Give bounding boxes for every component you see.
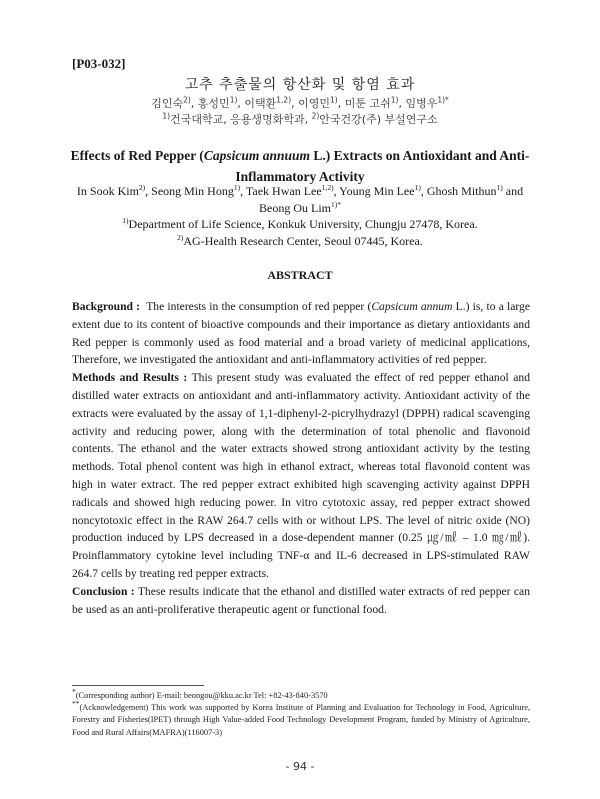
korean-author: 임병우$^{1)*}$: [405, 95, 449, 110]
korean-author: 미툰 고쉬$^{1)}$: [344, 95, 399, 110]
korean-title: 고추 추출물의 항산화 및 항염 효과: [184, 77, 416, 93]
methods-label: Methods and Results :: [72, 371, 188, 385]
korean-author: 홍성민$^{1)}$: [197, 95, 238, 110]
background-label: Background :: [72, 300, 141, 313]
korean-affiliations: $^{1)}$건국대학교, 응용생명화학과, $^{2)}$안국건강(주) 부설연구소: [162, 111, 438, 126]
affiliation-2: $^{2)}$AG-Health Research Center, Seoul 07445, Korea.: [177, 233, 423, 248]
korean-authors: 김인숙$^{2)}$, 홍성민$^{1)}$, 이택환$^{1,2)}$, 이영민$^{1)}$, 미툰 고쉬$^{1)}$, 임병우$^{1)*}$: [151, 95, 449, 110]
english-affiliations: [60, 216, 540, 250]
english-title: Effects of Red Pepper (Capsicum annuum L.) Extracts on Antioxidant and Anti-Inflammatory Activity: [70, 148, 530, 184]
background-paragraph: Background : The interests in the consumption of red pepper (Capsicum annum L.) is, to a large extent due to its content of bioactive compounds and their importance as dietary antioxidants and Red pepper is commonly used as food material and a broad variety of medicinal applications, Therefore, we investigated the antioxidant and anti-inflammatory activities of red pepper.: [72, 300, 530, 367]
korean-author: 이택환$^{1,2)}$: [244, 95, 292, 110]
corresponding-author-note: *(Corresponding author) E-mail: beongou@kku.ac.kr Tel: +82-43-840-3570: [72, 687, 328, 700]
english-author: Ghosh Mithun$^{1)}$: [426, 183, 503, 198]
conclusion-paragraph: Conclusion : These results indicate that the ethanol and distilled water extracts of red pepper can be used as an anti-proliferative therapeutic agent or functional food.: [72, 584, 530, 616]
abstract-body: [72, 298, 530, 618]
english-author: Young Min Lee$^{1)}$: [339, 183, 421, 198]
english-author: Beong Ou Lim$^{1)*}$: [259, 200, 341, 215]
english-author: Seong Min Hong$^{1)}$: [151, 183, 241, 198]
english-author: In Sook Kim$^{2)}$: [76, 183, 146, 198]
methods-paragraph: Methods and Results : This present study was evaluated the effect of red pepper ethanol and distilled water extracts on antioxidant and anti-inflammatory activity. Antioxidant activity of the extracts were evaluated by the assay of 1,1-diphenyl-2-picrylhydrazyl (DPPH) radical scavenging activity and reducing power, along with the determination of total phenolic and flavonoid contents. The ethanol and the water extracts showed strong antioxidant activity by the testing methods. Total phenol content was high in ethanol extract, whereas total flavonoid content was high in water extract. The red pepper extract exhibited high scavenging activity against DPPH radicals and showed high reducing power. In vitro cytotoxic assay, red pepper extract showed noncytotoxic effect in the RAW 264.7 cells with or without LPS. The level of nitric oxide (NO) production induced by LPS decreased in a dose-dependent manner (0.25 ㎍/㎖ – 1.0 ㎎/㎖). Proinflammatory cytokine level including TNF-α and IL-6 decreased in LPS-stimulated RAW 264.7 cells by treating red pepper extracts.: [72, 371, 530, 580]
conclusion-label: Conclusion :: [72, 584, 135, 598]
korean-author: 이영민$^{1)}$: [298, 95, 338, 110]
korean-author: 김인숙$^{2)}$: [151, 95, 191, 110]
acknowledgement-note: **(Acknowledgement) This work was supported by Korea Institute of Planning and Evaluation for Technology in Food, Agriculture, Forestry and Fisheries(IPET) through High Value-added Food Technology Development Program, funded by Ministry of Agriculture, Food and Rural Affairs(MAFRA)(116007-3): [72, 699, 530, 737]
english-authors: In Sook Kim$^{2)}$, Seong Min Hong$^{1)}$, Taek Hwan Lee$^{1,2)}$, Young Min Lee$^{1)}$, Ghosh Mithun$^{1)}$ and Beong Ou Lim$^{1)*}$: [76, 183, 524, 215]
english-author: Taek Hwan Lee$^{1,2)}$: [245, 183, 334, 198]
poster-code: [P03-032]: [72, 56, 126, 71]
footnotes: [72, 687, 530, 739]
page-number: - 94 -: [285, 760, 315, 773]
footnote-divider: [72, 685, 204, 686]
affiliation-1: $^{1)}$Department of Life Science, Konkuk University, Chungju 27478, Korea.: [122, 216, 478, 231]
abstract-heading: ABSTRACT: [267, 268, 333, 282]
